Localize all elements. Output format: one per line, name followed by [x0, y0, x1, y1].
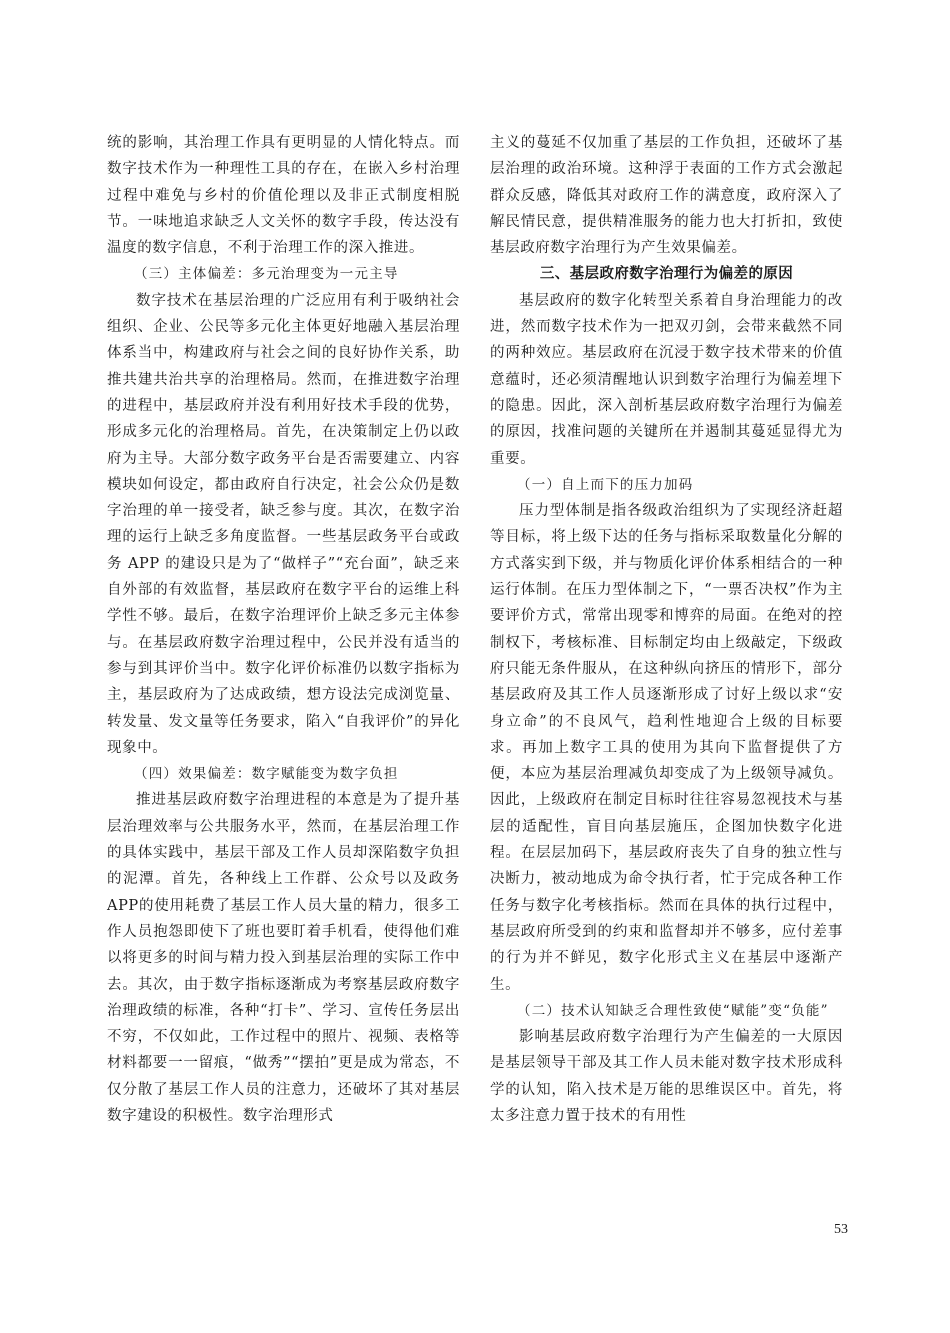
- paragraph: 主义的蔓延不仅加重了基层的工作负担，还破坏了基层治理的政治环境。这种浮于表面的工作方式会激起群众反感，降低其对政府工作的满意度，政府深入了解民情民意，提供精准服务的能力也大打折扣，致使基层政府数字治理行为产生效果偏差。: [490, 135, 843, 257]
- subsection-heading: （四）效果偏差：数字赋能变为数字负担: [134, 766, 399, 783]
- subsection-heading: （一）自上而下的压力加码: [517, 476, 694, 493]
- page-number: 53: [834, 1222, 848, 1237]
- paragraph: 数字技术在基层治理的广泛应用有利于吸纳社会组织、企业、公民等多元化主体更好地融入基层治理体系当中，构建政府与社会之间的良好协作关系，助推共建共治共享的治理格局。然而，在推进数字治理的进程中，基层政府并没有利用好技术手段的优势，形成多元化的治理格局。首先，在决策制定上仍以政府为主导。大部分数字政务平台是否需要建立、内容模块如何设定，都由政府自行决定，社会公众仍是数字治理的单一接受者，缺乏参与度。其次，在数字治理的运行上缺乏多角度监督。一些基层政务平台或政务 APP 的建设只是为了“做样子”“充台面”，缺乏来自外部的有效监督，基层政府在数字平台的运维上科学性不够。最后，在数字治理评价上缺乏多元主体参与。在基层政府数字治理过程中，公民并没有适当的参与到其评价当中。数字化评价标准仍以数字指标为主，基层政府为了达成政绩，想方设法完成浏览量、转发量、发文量等任务要求，陷入“自我评价”的异化现象中。: [107, 292, 460, 756]
- right-column: [490, 130, 843, 1129]
- section-heading: 三、基层政府数字治理行为偏差的原因: [539, 266, 794, 283]
- left-column: [107, 130, 460, 1129]
- paragraph: 影响基层政府数字治理行为产生偏差的一大原因是基层领导干部及其工作人员未能对数字技术形成科学的认知，陷入技术是万能的思维误区中。首先，将太多注意力置于技术的有用性: [490, 1029, 843, 1124]
- paragraph: 统的影响，其治理工作具有更明显的人情化特点。而数字技术作为一种理性工具的存在，在嵌入乡村治理过程中难免与乡村的价值伦理以及非正式制度相脱节。一味地追求缺乏人文关怀的数字手段，传达没有温度的数字信息，不利于治理工作的深入推进。: [107, 135, 460, 257]
- paragraph: 推进基层政府数字治理进程的本意是为了提升基层治理效率与公共服务水平，然而，在基层治理工作的具体实践中，基层干部及工作人员却深陷数字负担的泥潭。首先，各种线上工作群、公众号以及政务APP的使用耗费了基层工作人员大量的精力，很多工作人员抱怨即使下了班也要盯着手机看，使得他们难以将更多的时间与精力投入到基层治理的实际工作中去。其次，由于数字指标逐渐成为考察基层政府数字治理政绩的标准，各种“打卡”、学习、宣传任务层出不穷，不仅如此，工作过程中的照片、视频、表格等材料都要一一留痕，“做秀”“摆拍”更是成为常态，不仅分散了基层工作人员的注意力，还破坏了其对基层数字建设的积极性。数字治理形式: [107, 792, 460, 1124]
- paragraph: 压力型体制是指各级政治组织为了实现经济赶超等目标，将上级下达的任务与指标采取数量化分解的方式落实到下级，并与物质化评价体系相结合的一种运行体制。在压力型体制之下，“一票否决权”作为主要评价方式，常常出现零和博弈的局面。在绝对的控制权下，考核标准、目标制定均由上级敲定，下级政府只能无条件服从，在这种纵向挤压的情形下，部分基层政府及其工作人员逐渐形成了讨好上级以求“安身立命”的不良风气，趋利性地迎合上级的目标要求。再加上数字工具的使用为其向下监督提供了方便，本应为基层治理减负却变成了为上级领导减负。因此，上级政府在制定目标时往往容易忽视技术与基层的适配性，盲目向基层施压，企图加快数字化进程。在层层加码下，基层政府丧失了自身的独立性与决断力，被动地成为命令执行者，忙于完成各种工作任务与数字化考核指标。然而在具体的执行过程中，基层政府所受到的约束和监督却并不够多，应付差事的行为并不鲜见，数字化形式主义在基层中逐渐产生。: [490, 503, 843, 993]
- subsection-heading: （三）主体偏差：多元治理变为一元主导: [134, 266, 399, 283]
- subsection-heading: （二）技术认知缺乏合理性致使“赋能”变“负能”: [517, 1002, 829, 1019]
- paragraph: 基层政府的数字化转型关系着自身治理能力的改进，然而数字技术作为一把双刃剑，会带来截然不同的两种效应。基层政府在沉浸于数字技术带来的价值意蕴时，还必须清醒地认识到数字治理行为偏差埋下的隐患。因此，深入剖析基层政府数字治理行为偏差的原因，找准问题的关键所在并遏制其蔓延显得尤为重要。: [490, 292, 843, 467]
